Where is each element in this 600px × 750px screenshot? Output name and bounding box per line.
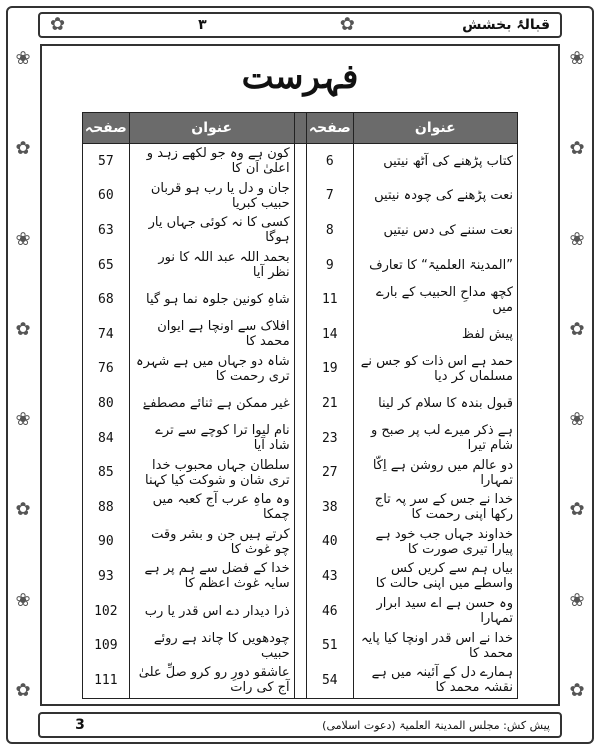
toc-entry-title: نعت سننے کی دس نیتیں [353, 213, 517, 248]
flower-ornament-icon: ❀ [569, 228, 585, 250]
flower-ornament-icon: ❀ [569, 409, 585, 431]
toc-entry-page: 7 [306, 179, 353, 214]
toc-entry-title: حمد ہے اس ذات کو جس نے مسلماں کر دیا [353, 352, 517, 387]
column-gap [294, 213, 306, 248]
flower-ornament-icon: ✿ [569, 138, 585, 160]
column-gap [294, 248, 306, 283]
toc-entry-title: خدا کے فضل سے ہم پر ہے سایہ غوث اعظم کا [129, 559, 294, 594]
toc-entry-title: پیش لفظ [353, 317, 517, 352]
toc-entry-page: 46 [306, 594, 353, 629]
toc-entry-title: نعت پڑھنے کی چودہ نیتیں [353, 179, 517, 214]
column-gap [294, 559, 306, 594]
flower-ornament-icon: ❀ [15, 589, 31, 611]
toc-entry-title: بحمد اللہ عبد اللہ کا نور نظر آیا [129, 248, 294, 283]
toc-entry-title: کچھ مداحِ الحبیب کے بارے میں [353, 282, 517, 317]
toc-entry-title: چودھویں کا چاند ہے روئے حبیب [129, 628, 294, 663]
toc-entry-title: قبول بندہ کا سلام کر لینا [353, 386, 517, 421]
table-row [83, 663, 518, 698]
flower-ornament-icon: ✿ [569, 318, 585, 340]
toc-entry-page: 74 [83, 317, 130, 352]
column-gap [294, 179, 306, 214]
table-row [83, 317, 518, 352]
toc-entry-page: 88 [83, 490, 130, 525]
table-row [83, 179, 518, 214]
toc-entry-page: 6 [306, 144, 353, 179]
toc-entry-page: 80 [83, 386, 130, 421]
table-row [83, 144, 518, 179]
table-row [83, 386, 518, 421]
toc-entry-page: 111 [83, 663, 130, 698]
toc-entry-title: عاشقو دورِ رو کرو صلِّ علیٰ آج کی رات [129, 663, 294, 698]
toc-entry-page: 54 [306, 663, 353, 698]
toc-entry-title: شاہِ کونین جلوہ نما ہو گیا [129, 282, 294, 317]
toc-entry-title: وہ ماہِ عرب آج کعبہ میں چمکا [129, 490, 294, 525]
column-gap [294, 113, 306, 144]
toc-entry-page: 68 [83, 282, 130, 317]
toc-entry-page: 76 [83, 352, 130, 387]
toc-entry-title: خدا نے اس قدر اونچا کیا پایہ محمد کا [353, 628, 517, 663]
left-ornament-column [8, 50, 38, 700]
column-gap [294, 594, 306, 629]
table-row [83, 594, 518, 629]
toc-entry-title: جان و دل یا رب ہو قربان حبیب کبریا [129, 179, 294, 214]
toc-entry-title: کون ہے وہ جو لکھے زہد و اعلیٰ اَن کا [129, 144, 294, 179]
table-row [83, 213, 518, 248]
toc-entry-title: وہ حسن ہے اے سید ابرار تمہارا [353, 594, 517, 629]
contents-table [82, 112, 518, 699]
column-gap [294, 490, 306, 525]
flower-ornament-icon: ✿ [15, 499, 31, 521]
toc-entry-title: خداوند جہاں جب خود ہے پیارا تیری صورت کا [353, 525, 517, 560]
table-row [83, 455, 518, 490]
publisher-credit: پیش کش: مجلس المدینۃ العلمیۃ (دعوت اسلامی) [322, 718, 550, 732]
table-row [83, 421, 518, 456]
toc-entry-page: 14 [306, 317, 353, 352]
toc-entry-page: 102 [83, 594, 130, 629]
page-title: فہرست [241, 57, 359, 97]
toc-entry-page: 65 [83, 248, 130, 283]
flower-ornament-icon: ❀ [15, 409, 31, 431]
toc-entry-page: 27 [306, 455, 353, 490]
toc-entry-page: 51 [306, 628, 353, 663]
column-header-page: صفحہ [83, 113, 130, 144]
flower-ornament-icon: ❀ [569, 589, 585, 611]
table-row [83, 248, 518, 283]
column-gap [294, 455, 306, 490]
page-footer [38, 712, 562, 738]
toc-entry-title: ”المدینۃ العلمیۃ“ کا تعارف [353, 248, 517, 283]
toc-entry-title: کتاب پڑھنے کی آٹھ نیتیں [353, 144, 517, 179]
toc-entry-title: غیر ممکن ہے ثنائے مصطفےٰ [129, 386, 294, 421]
toc-entry-title: ذرا دیدار دے اس قدر یا رب [129, 594, 294, 629]
toc-entry-page: 11 [306, 282, 353, 317]
toc-entry-title: افلاک سے اونچا ہے ایوان محمد کا [129, 317, 294, 352]
flower-ornament-icon: ❀ [15, 48, 31, 69]
toc-entry-title: نام لیوا ترا کوچے سے ترے شاد آیا [129, 421, 294, 456]
header-page-number: ۳ [198, 17, 207, 33]
column-header-page: صفحہ [306, 113, 353, 144]
column-gap [294, 282, 306, 317]
toc-entry-title: کسی کا نہ کوئی جہاں یار ہوگا [129, 213, 294, 248]
flower-ornament-icon: ✿ [50, 14, 66, 35]
toc-entry-title: شاہ دو جہاں میں ہے شہرہ تری رحمت کا [129, 352, 294, 387]
toc-entry-title: ہے ذکر میرے لب پر صبح و شام تیرا [353, 421, 517, 456]
toc-entry-page: 93 [83, 559, 130, 594]
table-header-row [83, 113, 518, 144]
toc-entry-title: کرتے ہیں جن و بشر وقت چو غوث کا [129, 525, 294, 560]
flower-ornament-icon: ✿ [339, 14, 355, 35]
toc-entry-page: 19 [306, 352, 353, 387]
toc-entry-page: 109 [83, 628, 130, 663]
column-gap [294, 525, 306, 560]
toc-entry-page: 40 [306, 525, 353, 560]
toc-entry-page: 84 [83, 421, 130, 456]
table-row [83, 628, 518, 663]
page-header [38, 12, 562, 38]
table-row [83, 559, 518, 594]
toc-entry-page: 9 [306, 248, 353, 283]
column-header-topic: عنوان [129, 113, 294, 144]
book-title: قبالۂ بخشش [462, 17, 550, 33]
toc-entry-page: 8 [306, 213, 353, 248]
toc-entry-title: بیاں ہم سے کریں کس واسطے میں اپنی حالت کا [353, 559, 517, 594]
flower-ornament-icon: ✿ [15, 318, 31, 340]
flower-ornament-icon: ✿ [569, 499, 585, 521]
flower-ornament-icon: ✿ [569, 679, 585, 701]
column-gap [294, 386, 306, 421]
right-ornament-column [562, 50, 592, 700]
toc-entry-page: 57 [83, 144, 130, 179]
flower-ornament-icon: ✿ [15, 679, 31, 701]
toc-entry-page: 63 [83, 213, 130, 248]
flower-ornament-icon: ❀ [15, 228, 31, 250]
column-gap [294, 628, 306, 663]
table-row [83, 352, 518, 387]
column-header-topic: عنوان [353, 113, 517, 144]
toc-entry-page: 21 [306, 386, 353, 421]
toc-entry-page: 85 [83, 455, 130, 490]
flower-ornament-icon: ✿ [15, 138, 31, 160]
toc-entry-title: سلطان جہاں محبوب خدا تری شان و شوکت کیا کہنا [129, 455, 294, 490]
column-gap [294, 144, 306, 179]
table-row [83, 490, 518, 525]
table-row [83, 282, 518, 317]
toc-entry-title: دو عالم میں روشن ہے اِکّا تمہارا [353, 455, 517, 490]
toc-entry-page: 23 [306, 421, 353, 456]
toc-entry-page: 38 [306, 490, 353, 525]
toc-entry-title: خدا نے جس کے سر پہ تاج رکھا اپنی رحمت کا [353, 490, 517, 525]
footer-page-number: 3 [75, 717, 85, 733]
toc-entry-page: 43 [306, 559, 353, 594]
column-gap [294, 352, 306, 387]
column-gap [294, 317, 306, 352]
toc-entry-title: ہمارے دل کے آئینہ میں ہے نقشہ محمد کا [353, 663, 517, 698]
table-row [83, 525, 518, 560]
toc-entry-page: 90 [83, 525, 130, 560]
toc-entry-page: 60 [83, 179, 130, 214]
column-gap [294, 421, 306, 456]
column-gap [294, 663, 306, 698]
flower-ornament-icon: ❀ [569, 48, 585, 69]
